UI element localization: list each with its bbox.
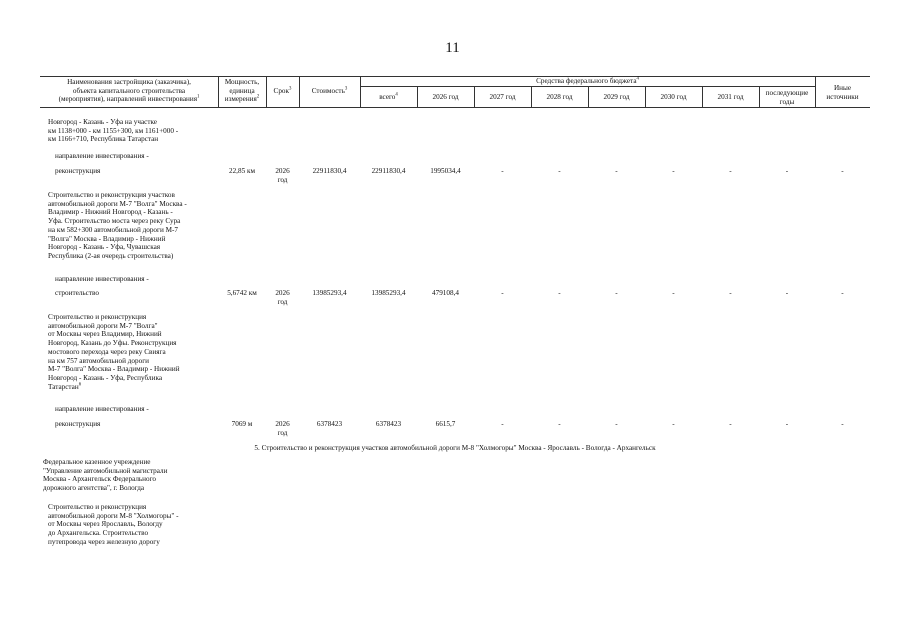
header-year-2026: 2026 год [432,93,459,101]
row-dash: - [729,167,732,175]
row-dash: - [785,167,789,175]
header-term-cell: Срок$^3$ [273,86,292,95]
object-description: Строительство и реконструкция автомобильной дороги М-7 "Волга" от Москвы через Владимир, Нижний Новгород, Казань до Уфы. Реконструкция мостового перехода через реку Свияга на км 757 автомобильной дороги М-7 "Волга" Москва - Владимир - Нижний Новгород - Казань - Уфа, Республика Татарстан$^6$ [48,313,180,391]
page-number: 11 [445,40,460,56]
row-dash: - [558,289,561,297]
header-year-2030: 2030 год [660,93,687,101]
row-label: реконструкция [55,420,101,428]
row-power: 22,85 км [228,167,255,175]
row-2026: 1995034,4 [430,167,461,175]
header-year-2027: 2027 год [489,93,516,101]
row-dash: - [785,420,789,428]
header-bottom-rule [40,107,870,108]
row-dash: - [501,167,504,175]
row-dash: - [672,167,675,175]
row-dash: - [558,420,561,428]
row-dash: - [841,289,844,297]
row-term: 2026 год [275,289,290,306]
row-2026: 6615,7 [435,420,456,428]
object-description: Строительство и реконструкция участков автомобильной дороги М-7 "Волга" Москва - Владимир - Нижний Новгород - Казань - Уфа. Строительство моста через реку Сура на км 582+300 автомобильной дороги М-7 "Волга" Москва - Владимир - Нижний Новгород - Казань - Уфа, Чувашская Республика (2-ая очередь строительства) [48,191,187,260]
header-other-cell: Иные источники [826,84,859,101]
header-name-cell: Наименования застройщика (заказчика), объекта капитального строительства (мероприятия), направлений инвестирования$^1$ [58,78,200,104]
row-power: 7069 м [231,420,253,428]
header-year-2028: 2028 год [546,93,573,101]
row-dash: - [615,167,618,175]
row-total: 22911830,4 [371,167,406,175]
header-year-2029: 2029 год [603,93,630,101]
row-dash: - [615,420,618,428]
row-cost: 6378423 [316,420,343,428]
row-total: 13985293,4 [371,289,406,297]
header-federal-cell: Средства федерального бюджета$^4$ [536,76,639,85]
row-cost: 22911830,4 [312,167,347,175]
row-term: 2026 год [275,167,290,184]
header-year-2031: 2031 год [717,93,744,101]
row-2026: 479108,4 [432,289,459,297]
row-total: 6378423 [375,420,402,428]
section-title: 5. Строительство и реконструкция участков автомобильной дороги М-8 "Холмогоры" Москва - Ярославль - Вологда - Архангельск [254,444,656,452]
row-dash: - [729,420,732,428]
investment-direction-label: направление инвестирования - [55,152,149,160]
developer-name: Федеральное казенное учреждение "Управление автомобильной магистрали Москва - Архангельск Федерального дорожного агентства", г. Вологда [43,458,168,493]
row-dash: - [672,289,675,297]
row-dash: - [501,289,504,297]
object-description: Строительство и реконструкция автомобильной дороги М-8 "Холмогоры" - от Москвы через Ярославль, Вологду до Архангельска. Строительство путепровода через железную дорогу [48,503,179,546]
row-dash: - [729,289,732,297]
object-description: Новгород - Казань - Уфа на участке км 1138+000 - км 1155+300, км 1161+000 - км 1166+710, Республика Татарстан [48,118,179,144]
row-dash: - [501,420,504,428]
header-cost-cell: Стоимость$^3$ [311,86,348,95]
investment-direction-label: направление инвестирования - [55,275,149,283]
row-label: строительство [55,289,99,297]
row-label: реконструкция [55,167,101,175]
row-dash: - [558,167,561,175]
row-dash: - [615,289,618,297]
header-power-cell: Мощность, единица измерения$^2$ [224,78,260,104]
row-term: 2026 год [275,420,290,437]
investment-direction-label: направление инвестирования - [55,405,149,413]
row-cost: 13985293,4 [312,289,347,297]
header-subsequent-cell: последующие годы [765,89,809,106]
row-dash: - [672,420,675,428]
row-dash: - [841,167,844,175]
row-power: 5,6742 км [227,289,257,297]
row-dash: - [785,289,789,297]
row-dash: - [841,420,844,428]
header-total-cell: всего$^4$ [379,92,398,101]
